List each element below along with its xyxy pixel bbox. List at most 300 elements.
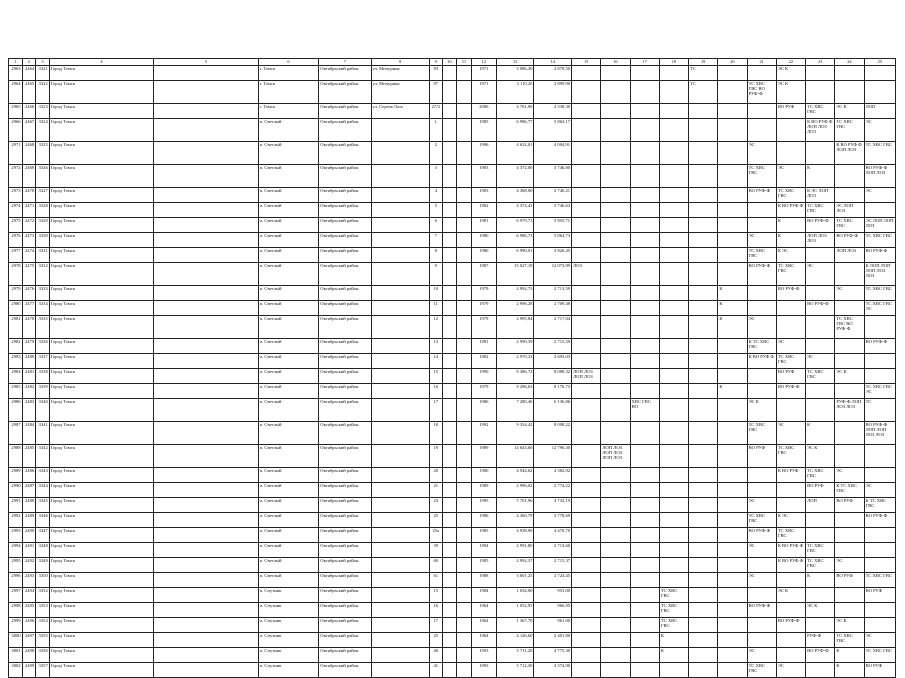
service-cell-22: ТС ХВС ГВС <box>776 354 805 369</box>
record-id-cell: 3357 <box>36 663 50 678</box>
locality-cell: п. Спутник <box>258 633 319 648</box>
service-cell-17 <box>630 66 659 81</box>
service-cell-15 <box>572 188 601 203</box>
column-header: 7 <box>319 59 371 66</box>
table-row <box>9 286 896 301</box>
service-cell-18 <box>659 573 688 588</box>
service-cell-22: ЭС <box>776 663 805 678</box>
year-cell: 1979 <box>471 286 496 301</box>
house-number-cell: 25 <box>430 513 443 528</box>
service-cell-16 <box>601 588 630 603</box>
service-cell-21: К ВО РУФ Ф <box>747 354 776 369</box>
service-cell-22: К ЭС <box>776 513 805 528</box>
row-number-cell: 2963 <box>9 66 23 81</box>
empty-cell <box>457 233 472 248</box>
service-cell-24: К <box>835 648 864 663</box>
living-area-cell: 4 004,91 <box>534 142 572 165</box>
service-cell-24 <box>835 339 864 354</box>
service-cell-22 <box>776 316 805 339</box>
empty-cell <box>154 528 258 543</box>
living-area-cell: 953,00 <box>534 588 572 603</box>
row-number-cell: 2966 <box>9 119 23 142</box>
year-cell: 1992 <box>471 422 496 445</box>
living-area-cell: 2 715,59 <box>534 339 572 354</box>
column-header: 2 <box>22 59 36 66</box>
locality-cell: п. Спутник <box>258 663 319 678</box>
service-cell-21 <box>747 203 776 218</box>
empty-cell <box>457 543 472 558</box>
service-cell-19 <box>689 369 718 384</box>
row-number-cell: 2996 <box>9 573 23 588</box>
house-number-cell: 15 <box>430 588 443 603</box>
service-cell-21: К ТС ХВС ГВС <box>747 339 776 354</box>
object-id-cell: 2472 <box>22 218 36 233</box>
service-cell-16 <box>601 203 630 218</box>
service-cell-21 <box>747 369 776 384</box>
service-cell-25: ТС ХВС ГВС <box>864 286 895 301</box>
municipality-cell: Город Томск <box>49 573 153 588</box>
street-cell <box>371 558 430 573</box>
living-area-cell: 2 401,80 <box>534 633 572 648</box>
living-area-cell: 4 374,90 <box>534 663 572 678</box>
row-number-cell: 2972 <box>9 165 23 188</box>
locality-cell: п. Светлый <box>258 263 319 286</box>
empty-cell <box>154 301 258 316</box>
service-cell-22 <box>776 399 805 422</box>
house-number-cell: 9 <box>430 263 443 286</box>
locality-cell: г. Томск <box>258 81 319 104</box>
locality-cell: п. Светлый <box>258 513 319 528</box>
empty-cell <box>442 248 457 263</box>
service-cell-23: ВО РУФ-Ф <box>806 648 835 663</box>
service-cell-17 <box>630 316 659 339</box>
row-number-cell: 2977 <box>9 248 23 263</box>
service-cell-24 <box>835 263 864 286</box>
service-cell-24 <box>835 603 864 618</box>
service-cell-23: РУФ-Ф <box>806 633 835 648</box>
service-cell-23: ТС ХВС ГВС <box>806 558 835 573</box>
empty-cell <box>154 633 258 648</box>
table-row <box>9 233 896 248</box>
year-cell: 1981 <box>471 339 496 354</box>
record-id-cell: 3326 <box>36 165 50 188</box>
service-cell-24 <box>835 513 864 528</box>
street-cell <box>371 633 430 648</box>
service-cell-20: К <box>718 316 747 339</box>
service-cell-16 <box>601 648 630 663</box>
column-header: 19 <box>689 59 718 66</box>
street-cell: ул. Сергея Лазо <box>371 104 430 119</box>
table-row <box>9 445 896 468</box>
table-row <box>9 339 896 354</box>
district-cell: Октябрьский район <box>319 445 371 468</box>
service-cell-25 <box>864 81 895 104</box>
register-table <box>8 58 896 678</box>
service-cell-22: ТС ХВС ГВС <box>776 188 805 203</box>
service-cell-20 <box>718 633 747 648</box>
house-number-cell: 15 <box>430 369 443 384</box>
municipality-cell: Город Томск <box>49 81 153 104</box>
service-cell-22 <box>776 648 805 663</box>
empty-cell <box>442 369 457 384</box>
table-row <box>9 188 896 203</box>
service-cell-15 <box>572 218 601 233</box>
service-cell-22: ЭС <box>776 165 805 188</box>
street-cell <box>371 663 430 678</box>
district-cell: Октябрьский район <box>319 248 371 263</box>
service-cell-16 <box>601 558 630 573</box>
empty-cell <box>442 468 457 483</box>
service-cell-16 <box>601 483 630 498</box>
municipality-cell: Город Томск <box>49 263 153 286</box>
service-cell-22 <box>776 301 805 316</box>
empty-cell <box>457 66 472 81</box>
living-area-cell: 3 746,80 <box>534 165 572 188</box>
service-cell-25: ВО РУФ <box>864 663 895 678</box>
service-cell-20 <box>718 369 747 384</box>
municipality-cell: Город Томск <box>49 248 153 263</box>
service-cell-15 <box>572 354 601 369</box>
empty-cell <box>457 165 472 188</box>
row-number-cell: 2993 <box>9 528 23 543</box>
service-cell-20 <box>718 573 747 588</box>
row-number-cell: 3002 <box>9 663 23 678</box>
locality-cell: п. Светлый <box>258 399 319 422</box>
service-cell-17 <box>630 104 659 119</box>
service-cell-15 <box>572 233 601 248</box>
row-number-cell: 2992 <box>9 513 23 528</box>
year-cell: 1979 <box>471 301 496 316</box>
object-id-cell: 2470 <box>22 188 36 203</box>
year-cell: 1993 <box>471 663 496 678</box>
empty-cell <box>442 286 457 301</box>
street-cell: ул. Мичурина <box>371 81 430 104</box>
empty-cell <box>442 165 457 188</box>
table-row <box>9 301 896 316</box>
street-cell <box>371 203 430 218</box>
district-cell: Октябрьский район <box>319 188 371 203</box>
service-cell-18 <box>659 233 688 248</box>
table-row <box>9 218 896 233</box>
living-area-cell: 4 775,30 <box>534 648 572 663</box>
house-number-cell: 60 <box>430 558 443 573</box>
living-area-cell: 2 878,50 <box>534 66 572 81</box>
service-cell-22: К ВО РУФ <box>776 468 805 483</box>
service-cell-19 <box>689 142 718 165</box>
service-cell-15 <box>572 104 601 119</box>
table-row <box>9 633 896 648</box>
service-cell-17 <box>630 648 659 663</box>
year-cell: 1964 <box>471 618 496 633</box>
service-cell-20: К <box>718 301 747 316</box>
municipality-cell: Город Томск <box>49 422 153 445</box>
record-id-cell: 3327 <box>36 188 50 203</box>
service-cell-16 <box>601 104 630 119</box>
service-cell-25 <box>864 528 895 543</box>
municipality-cell: Город Томск <box>49 188 153 203</box>
service-cell-17 <box>630 384 659 399</box>
street-cell <box>371 188 430 203</box>
service-cell-21: ЭС <box>747 233 776 248</box>
service-cell-18 <box>659 384 688 399</box>
year-cell: 1979 <box>471 384 496 399</box>
service-cell-17 <box>630 558 659 573</box>
service-cell-24 <box>835 188 864 203</box>
row-number-cell: 2979 <box>9 286 23 301</box>
column-header: 24 <box>835 59 864 66</box>
living-area-cell: 5 864,73 <box>534 233 572 248</box>
empty-cell <box>457 384 472 399</box>
service-cell-23: ТС ХВС ГВС <box>806 543 835 558</box>
service-cell-25 <box>864 618 895 633</box>
service-cell-21: ЭС <box>747 543 776 558</box>
column-header: 4 <box>49 59 153 66</box>
service-cell-18 <box>659 483 688 498</box>
service-cell-18 <box>659 339 688 354</box>
object-id-cell: 2487 <box>22 483 36 498</box>
district-cell: Октябрьский район <box>319 528 371 543</box>
record-id-cell: 3348 <box>36 543 50 558</box>
service-cell-22: К <box>776 218 805 233</box>
column-header: 8 <box>371 59 430 66</box>
object-id-cell: 2479 <box>22 339 36 354</box>
service-cell-17 <box>630 528 659 543</box>
empty-cell <box>154 316 258 339</box>
record-id-cell: 3322 <box>36 81 50 104</box>
service-cell-23: ВО РУФ <box>806 483 835 498</box>
row-number-cell: 2982 <box>9 339 23 354</box>
service-cell-19 <box>689 354 718 369</box>
empty-cell <box>457 119 472 142</box>
row-number-cell: 2988 <box>9 445 23 468</box>
service-cell-23: К <box>806 422 835 445</box>
empty-cell <box>457 316 472 339</box>
service-cell-15 <box>572 384 601 399</box>
empty-cell <box>442 66 457 81</box>
district-cell: Октябрьский район <box>319 513 371 528</box>
locality-cell: п. Светлый <box>258 339 319 354</box>
empty-cell <box>442 483 457 498</box>
house-number-cell: 17 <box>430 618 443 633</box>
table-row <box>9 316 896 339</box>
street-cell <box>371 588 430 603</box>
total-area-cell: 1 052,95 <box>496 603 534 618</box>
total-area-cell: 4 360,79 <box>496 513 534 528</box>
object-id-cell: 2468 <box>22 142 36 165</box>
total-area-cell: 6 986,73 <box>496 233 534 248</box>
year-cell: 1985 <box>471 558 496 573</box>
empty-cell <box>154 119 258 142</box>
row-number-cell: 2990 <box>9 483 23 498</box>
row-number-cell: 2978 <box>9 263 23 286</box>
year-cell: 1986 <box>471 399 496 422</box>
empty-cell <box>154 81 258 104</box>
total-area-cell: 4 944,62 <box>496 468 534 483</box>
service-cell-25 <box>864 558 895 573</box>
record-id-cell: 3330 <box>36 233 50 248</box>
total-area-cell: 9 386,72 <box>496 369 534 384</box>
empty-cell <box>457 648 472 663</box>
service-cell-23 <box>806 528 835 543</box>
service-cell-21: ЭС К <box>747 399 776 422</box>
living-area-cell: 2 724,45 <box>534 573 572 588</box>
service-cell-22: К ВО РУФ Ф <box>776 203 805 218</box>
record-id-cell: 3353 <box>36 603 50 618</box>
house-number-cell: 4 <box>430 188 443 203</box>
empty-cell <box>457 558 472 573</box>
street-cell <box>371 316 430 339</box>
record-id-cell: 3323 <box>36 104 50 119</box>
district-cell: Октябрьский район <box>319 399 371 422</box>
service-cell-25: ТС <box>864 399 895 422</box>
year-cell: 1983 <box>471 188 496 203</box>
empty-cell <box>154 498 258 513</box>
service-cell-21: ТС ХВС ГВС <box>747 513 776 528</box>
total-area-cell: 4 368,00 <box>496 188 534 203</box>
empty-cell <box>442 633 457 648</box>
district-cell: Октябрьский район <box>319 165 371 188</box>
service-cell-23: К ЭС ЛОП ЛОЗ <box>806 188 835 203</box>
service-cell-19 <box>689 384 718 399</box>
municipality-cell: Город Томск <box>49 66 153 81</box>
row-number-cell: 2974 <box>9 203 23 218</box>
service-cell-20 <box>718 498 747 513</box>
empty-cell <box>457 663 472 678</box>
year-cell: 1971 <box>471 66 496 81</box>
street-cell <box>371 573 430 588</box>
object-id-cell: 2496 <box>22 618 36 633</box>
service-cell-16 <box>601 66 630 81</box>
total-area-cell: 3 086,30 <box>496 66 534 81</box>
living-area-cell: 4 338,30 <box>534 104 572 119</box>
empty-cell <box>457 468 472 483</box>
service-cell-22: ЭС К <box>776 588 805 603</box>
empty-cell <box>457 203 472 218</box>
service-cell-17 <box>630 573 659 588</box>
locality-cell: п. Светлый <box>258 483 319 498</box>
service-cell-17 <box>630 248 659 263</box>
house-number-cell: 2 <box>430 142 443 165</box>
empty-cell <box>442 618 457 633</box>
municipality-cell: Город Томск <box>49 142 153 165</box>
service-cell-17 <box>630 203 659 218</box>
service-cell-17 <box>630 633 659 648</box>
street-cell <box>371 483 430 498</box>
service-cell-19: ТС <box>689 81 718 104</box>
locality-cell: п. Светлый <box>258 369 319 384</box>
service-cell-18 <box>659 119 688 142</box>
locality-cell: п. Светлый <box>258 498 319 513</box>
service-cell-25: ЭС <box>864 633 895 648</box>
district-cell: Октябрьский район <box>319 233 371 248</box>
column-header: 5 <box>154 59 258 66</box>
district-cell: Октябрьский район <box>319 263 371 286</box>
locality-cell: п. Светлый <box>258 233 319 248</box>
object-id-cell: 2476 <box>22 286 36 301</box>
service-cell-21 <box>747 286 776 301</box>
service-cell-18: ТС ХВС ГВС <box>659 603 688 618</box>
year-cell: 1980 <box>471 233 496 248</box>
living-area-cell: 4 470,70 <box>534 528 572 543</box>
service-cell-17 <box>630 81 659 104</box>
service-cell-18 <box>659 165 688 188</box>
district-cell: Октябрьский район <box>319 203 371 218</box>
service-cell-15 <box>572 513 601 528</box>
service-cell-20 <box>718 648 747 663</box>
district-cell: Октябрьский район <box>319 588 371 603</box>
column-header: 1 <box>9 59 23 66</box>
empty-cell <box>457 603 472 618</box>
street-cell <box>371 528 430 543</box>
municipality-cell: Город Томск <box>49 233 153 248</box>
row-number-cell: 2964 <box>9 81 23 104</box>
service-cell-24 <box>835 165 864 188</box>
service-cell-22 <box>776 603 805 618</box>
living-area-cell: 8 088,32 <box>534 369 572 384</box>
empty-cell <box>154 543 258 558</box>
row-number-cell: 2975 <box>9 218 23 233</box>
service-cell-19 <box>689 233 718 248</box>
service-cell-25 <box>864 354 895 369</box>
service-cell-24 <box>835 528 864 543</box>
living-area-cell: 12 073,99 <box>534 263 572 286</box>
total-area-cell: 9 296,63 <box>496 384 534 399</box>
total-area-cell: 2 996,28 <box>496 301 534 316</box>
district-cell: Октябрьский район <box>319 603 371 618</box>
service-cell-21: ЭС <box>747 142 776 165</box>
object-id-cell: 2474 <box>22 248 36 263</box>
record-id-cell: 3354 <box>36 618 50 633</box>
municipality-cell: Город Томск <box>49 558 153 573</box>
object-id-cell: 2484 <box>22 422 36 445</box>
object-id-cell: 2469 <box>22 165 36 188</box>
locality-cell: п. Светлый <box>258 543 319 558</box>
service-cell-20 <box>718 513 747 528</box>
empty-cell <box>154 339 258 354</box>
service-cell-25: ЛОП <box>864 104 895 119</box>
object-id-cell: 2467 <box>22 119 36 142</box>
column-header: 9 <box>430 59 443 66</box>
district-cell: Октябрьский район <box>319 573 371 588</box>
table-row <box>9 263 896 286</box>
service-cell-17 <box>630 119 659 142</box>
service-cell-25 <box>864 66 895 81</box>
object-id-cell: 2473 <box>22 233 36 248</box>
total-area-cell: 7 280,46 <box>496 399 534 422</box>
service-cell-19 <box>689 513 718 528</box>
service-cell-15 <box>572 633 601 648</box>
municipality-cell: Город Томск <box>49 119 153 142</box>
table-row <box>9 483 896 498</box>
living-area-cell: 2 713,60 <box>534 543 572 558</box>
service-cell-21 <box>747 66 776 81</box>
service-cell-19 <box>689 603 718 618</box>
total-area-cell: 4 761,90 <box>496 104 534 119</box>
column-header: 10 <box>442 59 457 66</box>
service-cell-15 <box>572 316 601 339</box>
total-area-cell: 6 986,77 <box>496 119 534 142</box>
record-id-cell: 3332 <box>36 263 50 286</box>
empty-cell <box>154 468 258 483</box>
street-cell <box>371 399 430 422</box>
service-cell-16 <box>601 286 630 301</box>
service-cell-25: ВО РУФ-Ф ЛОП ЛОЗ <box>864 165 895 188</box>
street-cell <box>371 263 430 286</box>
service-cell-17 <box>630 422 659 445</box>
house-number-cell: 25 <box>430 633 443 648</box>
year-cell: 1980 <box>471 468 496 483</box>
service-cell-15: ЛОП ЛОЗ ЛОП ЛОЗ <box>572 369 601 384</box>
